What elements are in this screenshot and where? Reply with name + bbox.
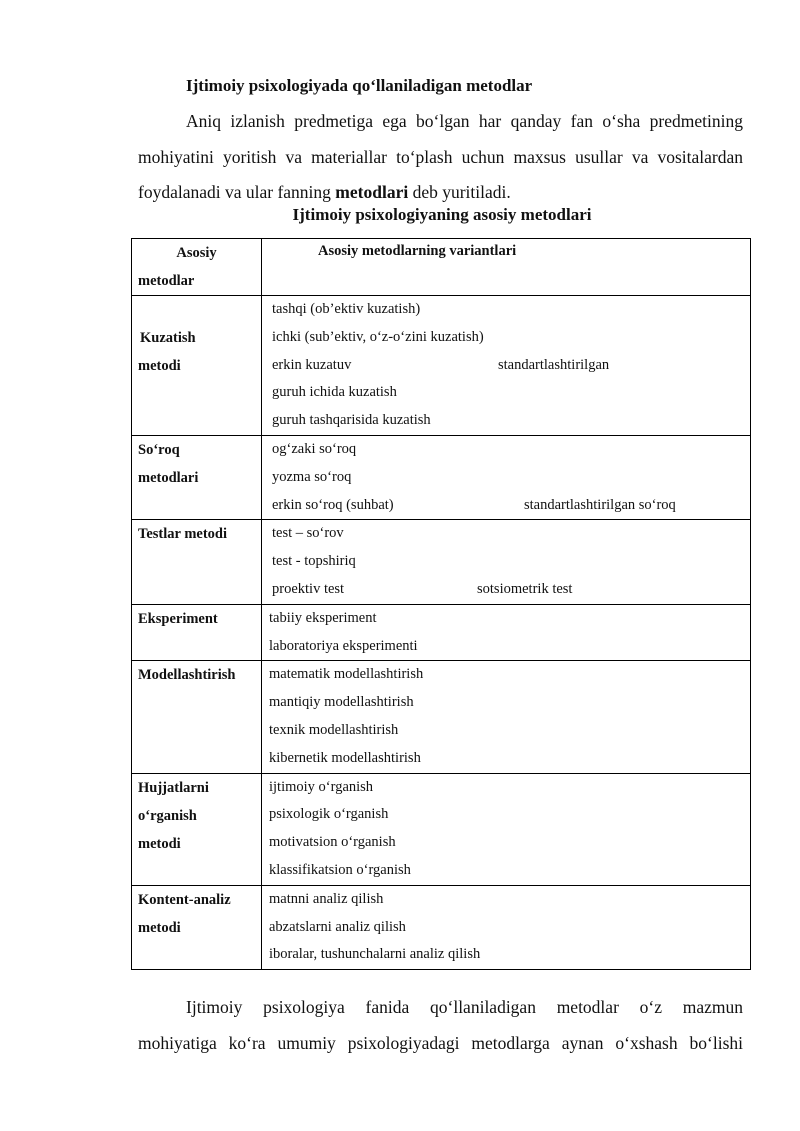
- variant-item: proektiv test: [272, 580, 345, 597]
- header-col1-b: metodlar: [138, 273, 195, 289]
- variant-item: mantiqiy modellashtirish: [269, 694, 414, 711]
- method-name: [132, 296, 262, 436]
- variant-item: standartlashtirilgan: [498, 356, 610, 373]
- variant-item: motivatsion o‘rganish: [269, 834, 396, 851]
- variant-item-pair: [272, 576, 750, 604]
- method-name-a: Modellashtirish: [138, 667, 236, 684]
- method-variants: [262, 296, 751, 436]
- methods-table: [131, 238, 751, 970]
- method-name: [132, 885, 262, 969]
- method-name: [132, 520, 262, 604]
- variant-item: guruh tashqarisida kuzatish: [272, 412, 431, 429]
- method-name: [132, 773, 262, 885]
- table-row: [132, 520, 751, 604]
- variant-item: og‘zaki so‘roq: [272, 440, 357, 457]
- intro-line-2: mohiyatini yoritish va materiallar to‘plash uchun maxsus usullar va vositalardan: [138, 146, 743, 167]
- header-col2: [262, 239, 751, 296]
- method-variants: [262, 435, 751, 519]
- intro-line-3-end: deb yuritiladi.: [408, 182, 511, 202]
- variant-item: tabiiy eksperiment: [269, 609, 377, 626]
- method-name: [132, 604, 262, 661]
- table-row: [132, 661, 751, 773]
- variant-item: erkin so‘roq (suhbat): [272, 496, 394, 513]
- variant-item: test - topshiriq: [272, 553, 356, 570]
- method-name-a: Eksperiment: [138, 610, 218, 627]
- closing-paragraph: [138, 990, 743, 1061]
- table-header-row: [132, 239, 751, 296]
- method-name-a: Hujjatlarni: [138, 779, 209, 796]
- header-col2-label: Asosiy metodlarning variantlari: [318, 243, 517, 259]
- table-row: [132, 435, 751, 519]
- method-name-b: metodi: [138, 919, 181, 936]
- variant-item: matnni analiz qilish: [269, 890, 384, 907]
- header-col1: [132, 239, 262, 296]
- variant-item: erkin kuzatuv: [272, 356, 352, 373]
- variant-item-pair: [272, 352, 750, 380]
- header-col1-a: Asosiy: [176, 245, 217, 261]
- table-row: [132, 885, 751, 969]
- method-variants: [262, 604, 751, 661]
- table-title: Ijtimoiy psixologiyaning asosiy metodlari: [292, 205, 592, 224]
- variant-item: klassifikatsion o‘rganish: [269, 861, 411, 878]
- method-variants: [262, 773, 751, 885]
- method-name: [132, 661, 262, 773]
- method-variants: [262, 885, 751, 969]
- method-name-b: o‘rganish: [138, 807, 197, 824]
- intro-line-1: Aniq izlanish predmetiga ega bo‘lgan har qanday fan o‘sha predmetining: [186, 111, 743, 131]
- closing-line-1: Ijtimoiy psixologiya fanida qo‘llaniladigan metodlar o‘z mazmun: [186, 997, 743, 1017]
- variant-item-pair: [272, 492, 750, 520]
- variant-item: ijtimoiy o‘rganish: [269, 778, 374, 795]
- table-row: [132, 604, 751, 661]
- section-heading: Ijtimoiy psixologiyada qo‘llaniladigan metodlar: [186, 76, 533, 95]
- method-variants: [262, 661, 751, 773]
- variant-item: texnik modellashtirish: [269, 721, 399, 738]
- intro-bold-term: metodlari: [335, 182, 409, 202]
- variant-item: matematik modellashtirish: [269, 666, 424, 683]
- variant-item: kibernetik modellashtirish: [269, 749, 421, 766]
- intro-line-3-start: foydalanadi va ular fanning: [138, 182, 336, 202]
- variant-item: sotsiometrik test: [477, 580, 573, 597]
- method-name-a: Kuzatish: [140, 330, 196, 346]
- method-name-a: Kontent-analiz: [138, 891, 231, 908]
- intro-paragraph: [138, 104, 743, 211]
- variant-item: psixologik o‘rganish: [269, 806, 389, 823]
- closing-line-2: mohiyatiga ko‘ra umumiy psixologiyadagi metodlarga aynan o‘xshash bo‘lishi: [138, 1032, 743, 1053]
- method-name-b: metodi: [138, 358, 181, 374]
- variant-item: guruh ichida kuzatish: [272, 384, 397, 401]
- table-row: [132, 773, 751, 885]
- table-row: [132, 296, 751, 436]
- variant-item: laboratoriya eksperimenti: [269, 637, 418, 654]
- variant-item: iboralar, tushunchalarni analiz qilish: [269, 946, 481, 963]
- variant-item: ichki (sub’ektiv, o‘z-o‘zini kuzatish): [272, 328, 484, 345]
- variant-item: standartlashtirilgan so‘roq: [524, 496, 676, 513]
- method-name-a: Testlar metodi: [138, 526, 228, 543]
- method-variants: [262, 520, 751, 604]
- method-name: [132, 435, 262, 519]
- method-name-b: metodlari: [138, 469, 199, 486]
- method-name-c: metodi: [138, 835, 181, 852]
- variant-item: test – so‘rov: [272, 525, 344, 542]
- method-name-a: So‘roq: [138, 441, 180, 458]
- variant-item: abzatslarni analiz qilish: [269, 918, 406, 935]
- variant-item: tashqi (ob’ektiv kuzatish): [272, 301, 421, 317]
- variant-item: yozma so‘roq: [272, 468, 352, 485]
